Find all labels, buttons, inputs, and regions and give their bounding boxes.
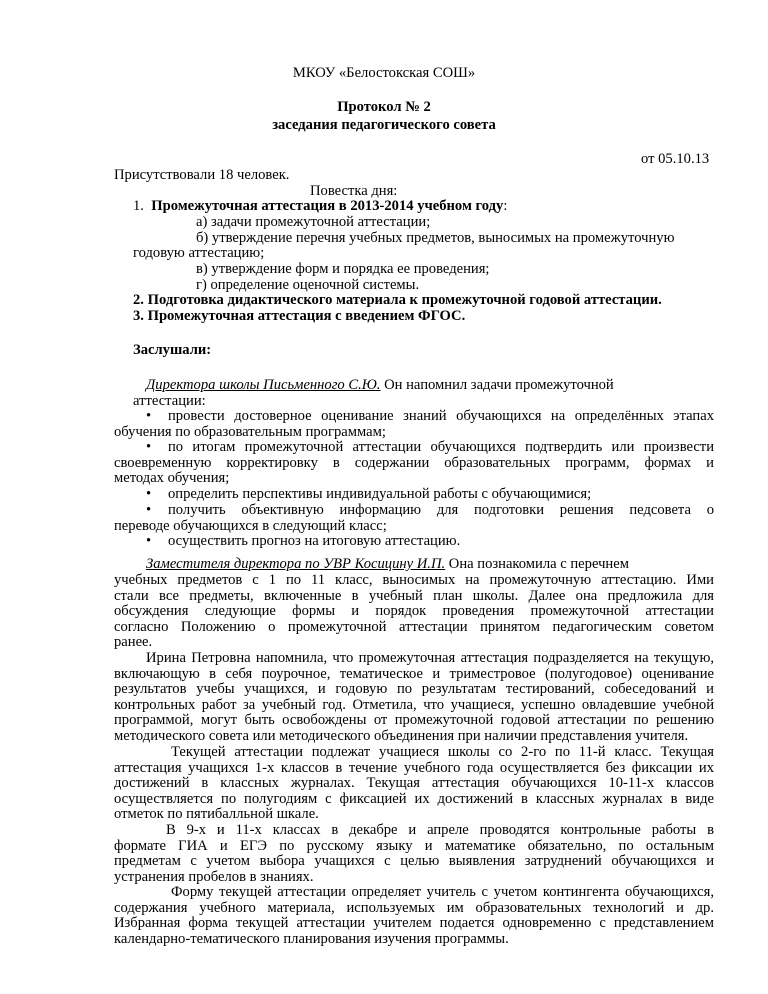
deputy-intro-text: Она познакомила с перечнем [445, 556, 629, 572]
agenda-item-3: 3. Промежуточная аттестация с введением ФГОС. [133, 308, 466, 324]
deputy-line: ранее. [114, 634, 153, 651]
agenda-sub-b-line1: б) утверждение перечня учебных предметов, выносимых на промежуточную [196, 230, 675, 246]
paragraph-line: отметок по пятибалльной шкале. [114, 806, 319, 823]
paragraph-line: методического совета или методического объединения при наличии представления учителя. [114, 728, 689, 744]
paragraph-line: Форму текущей аттестации определяет учитель с учетом контингента обучающихся, [171, 884, 714, 900]
deputy-line: учебных предметов с 1 по 11 класс, выносимых на промежуточную аттестацию. Ими [114, 572, 714, 588]
agenda-item-1 [133, 199, 507, 214]
bullet-item-line: обучения по образовательным программам; [114, 423, 386, 440]
heard-heading: Заслушали: [133, 342, 212, 358]
director-intro-line2: аттестации: [133, 393, 206, 409]
attendance: Присутствовали 18 человек. [114, 167, 290, 183]
bullet-icon: • [146, 486, 152, 502]
bullet-item-line: получить объективную информацию для подготовки решения педсовета о [168, 502, 714, 518]
paragraph-line: календарно-тематического планирования изучения программы. [114, 930, 509, 947]
protocol-date: от 05.10.13 [641, 151, 710, 167]
meeting-subtitle: заседания педагогического совета [272, 117, 496, 133]
agenda-sub-c: в) утверждение форм и порядка ее проведения; [196, 261, 490, 277]
bullet-icon: • [146, 533, 152, 549]
bullet-item-line: методах обучения; [114, 470, 230, 487]
director-intro-text: Он напомнил задачи промежуточной [380, 377, 614, 393]
paragraph-line: устранения пробелов в знаниях. [114, 868, 314, 885]
deputy-intro [146, 557, 714, 572]
agenda-item-1-title: Промежуточная аттестация в 2013-2014 учебном году [151, 198, 504, 214]
paragraph-line: Текущей аттестации подлежат учащиеся школы со 2-го по 11-й класс. Текущая [171, 744, 714, 760]
paragraph-line: контрольных работ за учебный год. Отметила, что учащиеся, успешно овладевшие учебной [114, 696, 714, 713]
school-name: МКОУ «Белостокская СОШ» [292, 65, 476, 81]
paragraph-line: Избранная форма текущей аттестации учителем подается одновременно с представлением [114, 915, 714, 932]
agenda-sub-d: г) определение оценочной системы. [196, 277, 420, 293]
agenda-item-2: 2. Подготовка дидактического материала к промежуточной годовой аттестации. [133, 292, 662, 308]
paragraph-line: формате ГИА и ЕГЭ по русскому языку и математике обязательно, по остальным [114, 837, 714, 854]
paragraph-line: аттестация учащихся 1-х классов в течение учебного года осуществляется без фиксации их [114, 759, 714, 776]
bullet-icon: • [146, 408, 152, 424]
paragraph-line: предметам с учетом выбора учащихся с целью выявления затруднений обучающихся и [114, 853, 714, 870]
director-intro [146, 378, 614, 393]
paragraph-line: В 9-х и 11-х классах в декабре и апреле проводятся контрольные работы в [166, 822, 714, 838]
deputy-line: стали все предметы, включенные в учебный план школы. Далее она предложила для [114, 587, 714, 604]
bullet-item-line: своевременную корректировку в содержании образовательных программ, формах и [114, 454, 714, 471]
bullet-item-line: переводе обучающихся в следующий класс; [114, 517, 387, 534]
bullet-icon: • [146, 502, 152, 518]
bullet-icon: • [146, 439, 152, 455]
agenda-item-1-number: 1. [133, 198, 144, 214]
paragraph-line: Ирина Петровна напомнила, что промежуточная аттестация подразделяется на текущую, [146, 650, 714, 666]
paragraph-line: достижений в классных журналах. Текущая аттестация обучающихся 10-11-х классов [114, 775, 714, 792]
paragraph-line: программой, могут быть освобождены от промежуточной годовой аттестации по решению [114, 712, 714, 729]
bullet-item-line: осуществить прогноз на итоговую аттестацию. [168, 533, 461, 549]
director-name: Директора школы Письменного С.Ю. [146, 377, 381, 393]
bullet-item-line: провести достоверное оценивание знаний обучающихся на определённых этапах [168, 408, 714, 424]
bullet-item-line: определить перспективы индивидуальной работы с обучающимися; [168, 486, 592, 502]
paragraph-line: включающую в себя поурочное, тематическое и триместровое (полугодовое) оценивание [114, 665, 714, 682]
agenda-sub-b-line2: годовую аттестацию; [133, 245, 265, 261]
protocol-title: Протокол № 2 [337, 99, 431, 115]
agenda-sub-a: а) задачи промежуточной аттестации; [196, 214, 431, 230]
deputy-name: Заместителя директора по УВР Косицину И.П. [146, 556, 446, 572]
agenda-item-1-colon: : [503, 198, 508, 214]
bullet-item-line: по итогам промежуточной аттестации обучающихся подтвердить или произвести [168, 439, 714, 455]
agenda-title: Повестка дня: [310, 183, 398, 199]
paragraph-line: содержания учебного материала, используемых им образовательных технологий и др. [114, 899, 714, 916]
deputy-line: обсуждения следующие формы и порядок проведения промежуточной аттестации [114, 603, 714, 620]
deputy-line: согласно Положению о промежуточной аттестации принятом педагогическим советом [114, 618, 714, 635]
paragraph-line: результатов учебы учащихся, и годовую по результатам тестирований, собеседований и [114, 681, 714, 698]
paragraph-line: осуществляется по полугодиям с фиксацией их достижений в классных журналах в виде [114, 790, 714, 807]
